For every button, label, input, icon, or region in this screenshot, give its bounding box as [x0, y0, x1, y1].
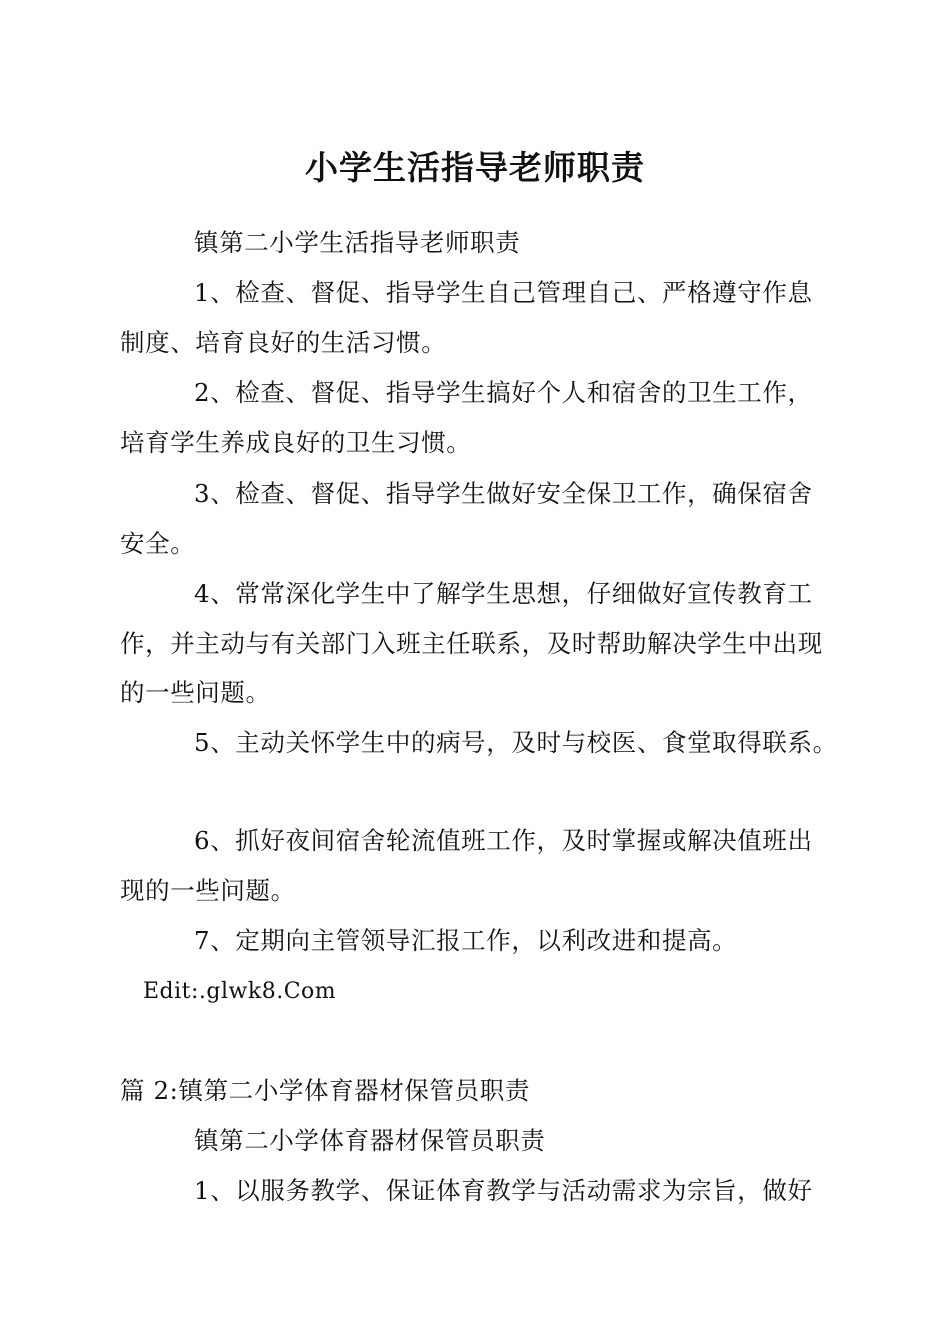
document-title: 小学生活指导老师职责	[305, 148, 645, 187]
item-3-line-1: 3、检查、督促、指导学生做好安全保卫工作，确保宿舍	[194, 479, 813, 508]
section-2-item-1-line-1: 1、以服务教学、保证体育教学与活动需求为宗旨，做好	[194, 1176, 813, 1205]
item-2-line-1: 2、检查、督促、指导学生搞好个人和宿舍的卫生工作，	[194, 378, 813, 407]
edit-note: Edit:.glwk8.Com	[143, 979, 337, 1004]
item-7-line-1: 7、定期向主管领导汇报工作，以利改进和提高。	[194, 926, 738, 955]
item-6-line-2: 现的一些问题。	[120, 876, 296, 905]
item-4-line-3: 的一些问题。	[120, 678, 271, 707]
item-5-line-1: 5、主动关怀学生中的病号，及时与校医、食堂取得联系。	[194, 728, 838, 757]
item-1-line-2: 制度、培育良好的生活习惯。	[120, 328, 447, 357]
item-2-line-2: 培育学生养成良好的卫生习惯。	[120, 428, 472, 457]
item-1-line-1: 1、检查、督促、指导学生自己管理自己、严格遵守作息	[194, 278, 813, 307]
section-2-heading: 篇 2:镇第二小学体育器材保管员职责	[120, 1076, 530, 1105]
item-3-line-2: 安全。	[120, 529, 196, 558]
section-2-subtitle: 镇第二小学体育器材保管员职责	[194, 1126, 546, 1155]
item-4-line-2: 作，并主动与有关部门入班主任联系，及时帮助解决学生中出现	[120, 629, 823, 658]
item-6-line-1: 6、抓好夜间宿舍轮流值班工作，及时掌握或解决值班出	[194, 826, 813, 855]
doc-subtitle: 镇第二小学生活指导老师职责	[194, 228, 521, 257]
item-4-line-1: 4、常常深化学生中了解学生思想，仔细做好宣传教育工	[194, 579, 813, 608]
